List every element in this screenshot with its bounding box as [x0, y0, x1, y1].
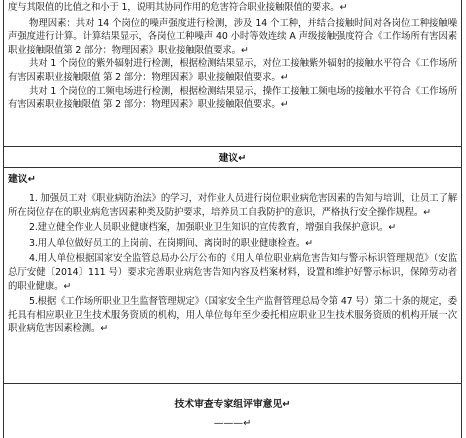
expert-review-content: ———↵ — [213, 418, 252, 429]
divider-1 — [3, 146, 462, 147]
conclusion-text — [8, 1, 457, 112]
divider-3 — [3, 383, 462, 384]
suggestion-item-5: 5.根据《工作场所职业卫生监督管理规定》（国家安全生产监督管理总局令第 47 号）第二十条的规定，委托具有相应职业卫生技术服务资质的机构，用人单位每年至少委托相应职业卫生技术服务资质的机构开展一次职业病危害因素检测。↵ — [8, 296, 457, 335]
suggestion-item-2: 2.建立健全作业人员职业健康档案，加强职业卫生知识的宣传教育，增强自我保护意识。↵ — [29, 222, 396, 234]
expert-review-title: 技术审查专家组评审意见↵ — [174, 399, 291, 410]
divider-2 — [3, 167, 462, 168]
noise-paragraph: 物理因素：共对 14 个岗位的噪声强度进行检测，涉及 14 个工种，并结合接触时间对各岗位工种接触噪声强度进行计算。计算结果显示，各岗位工种噪声 40 小时等效连续 A 声级接触强度符合《工作场所有害因素职业接触限值第 2 部分：物理因素》职业接触限值要求。↵ — [8, 17, 457, 56]
suggestion-label: 建议↵ — [8, 174, 36, 185]
suggestion-item-1: 1. 加强员工对《职业病防治法》的学习，对作业人员进行岗位职业病危害因素的告知与培训，让员工了解所在岗位存在的职业病危害因素种类及防护要求，培养员工自我防护的意识，严格执行安全操作规程。↵ — [8, 193, 457, 218]
uv-paragraph: 共对 1 个岗位的紫外辐射进行检测，根据检测结果显示，对位工接触紫外辐射的接触水平符合《工作场所有害因素职业接触限值 第 2 部分：物理因素》职业接触限值要求。↵ — [8, 58, 457, 83]
suggestion-header: 建议↵ — [218, 153, 247, 164]
suggestion-list — [8, 192, 457, 336]
conclusion-line-1: 度与其限值的比值之和小于 1，说明其协同作用的危害符合职业接触限值的要求。↵ — [8, 2, 348, 13]
power-frequency-paragraph: 共对 1 个岗位的工频电场进行检测，根据检测结果显示，操作工接触工频电场的接触水平符合《工作场所有害因素职业接触限值 第 2 部分：物理因素》职业接触限值要求。↵ — [8, 85, 457, 111]
suggestion-item-3: 3.用人单位做好员工的上岗前、在岗期间、离岗时的职业健康检查。↵ — [29, 237, 313, 249]
suggestion-item-4: 4.用人单位根据国家安全监管总局办公厅公布的《用人单位职业病危害告知与警示标识管理规范》（安监总厅安健〔2014〕111 号）要求完善职业病危害告知内容及档案材料，设置和维护好警示标识，保障劳动者的职业健康。↵ — [8, 253, 457, 292]
